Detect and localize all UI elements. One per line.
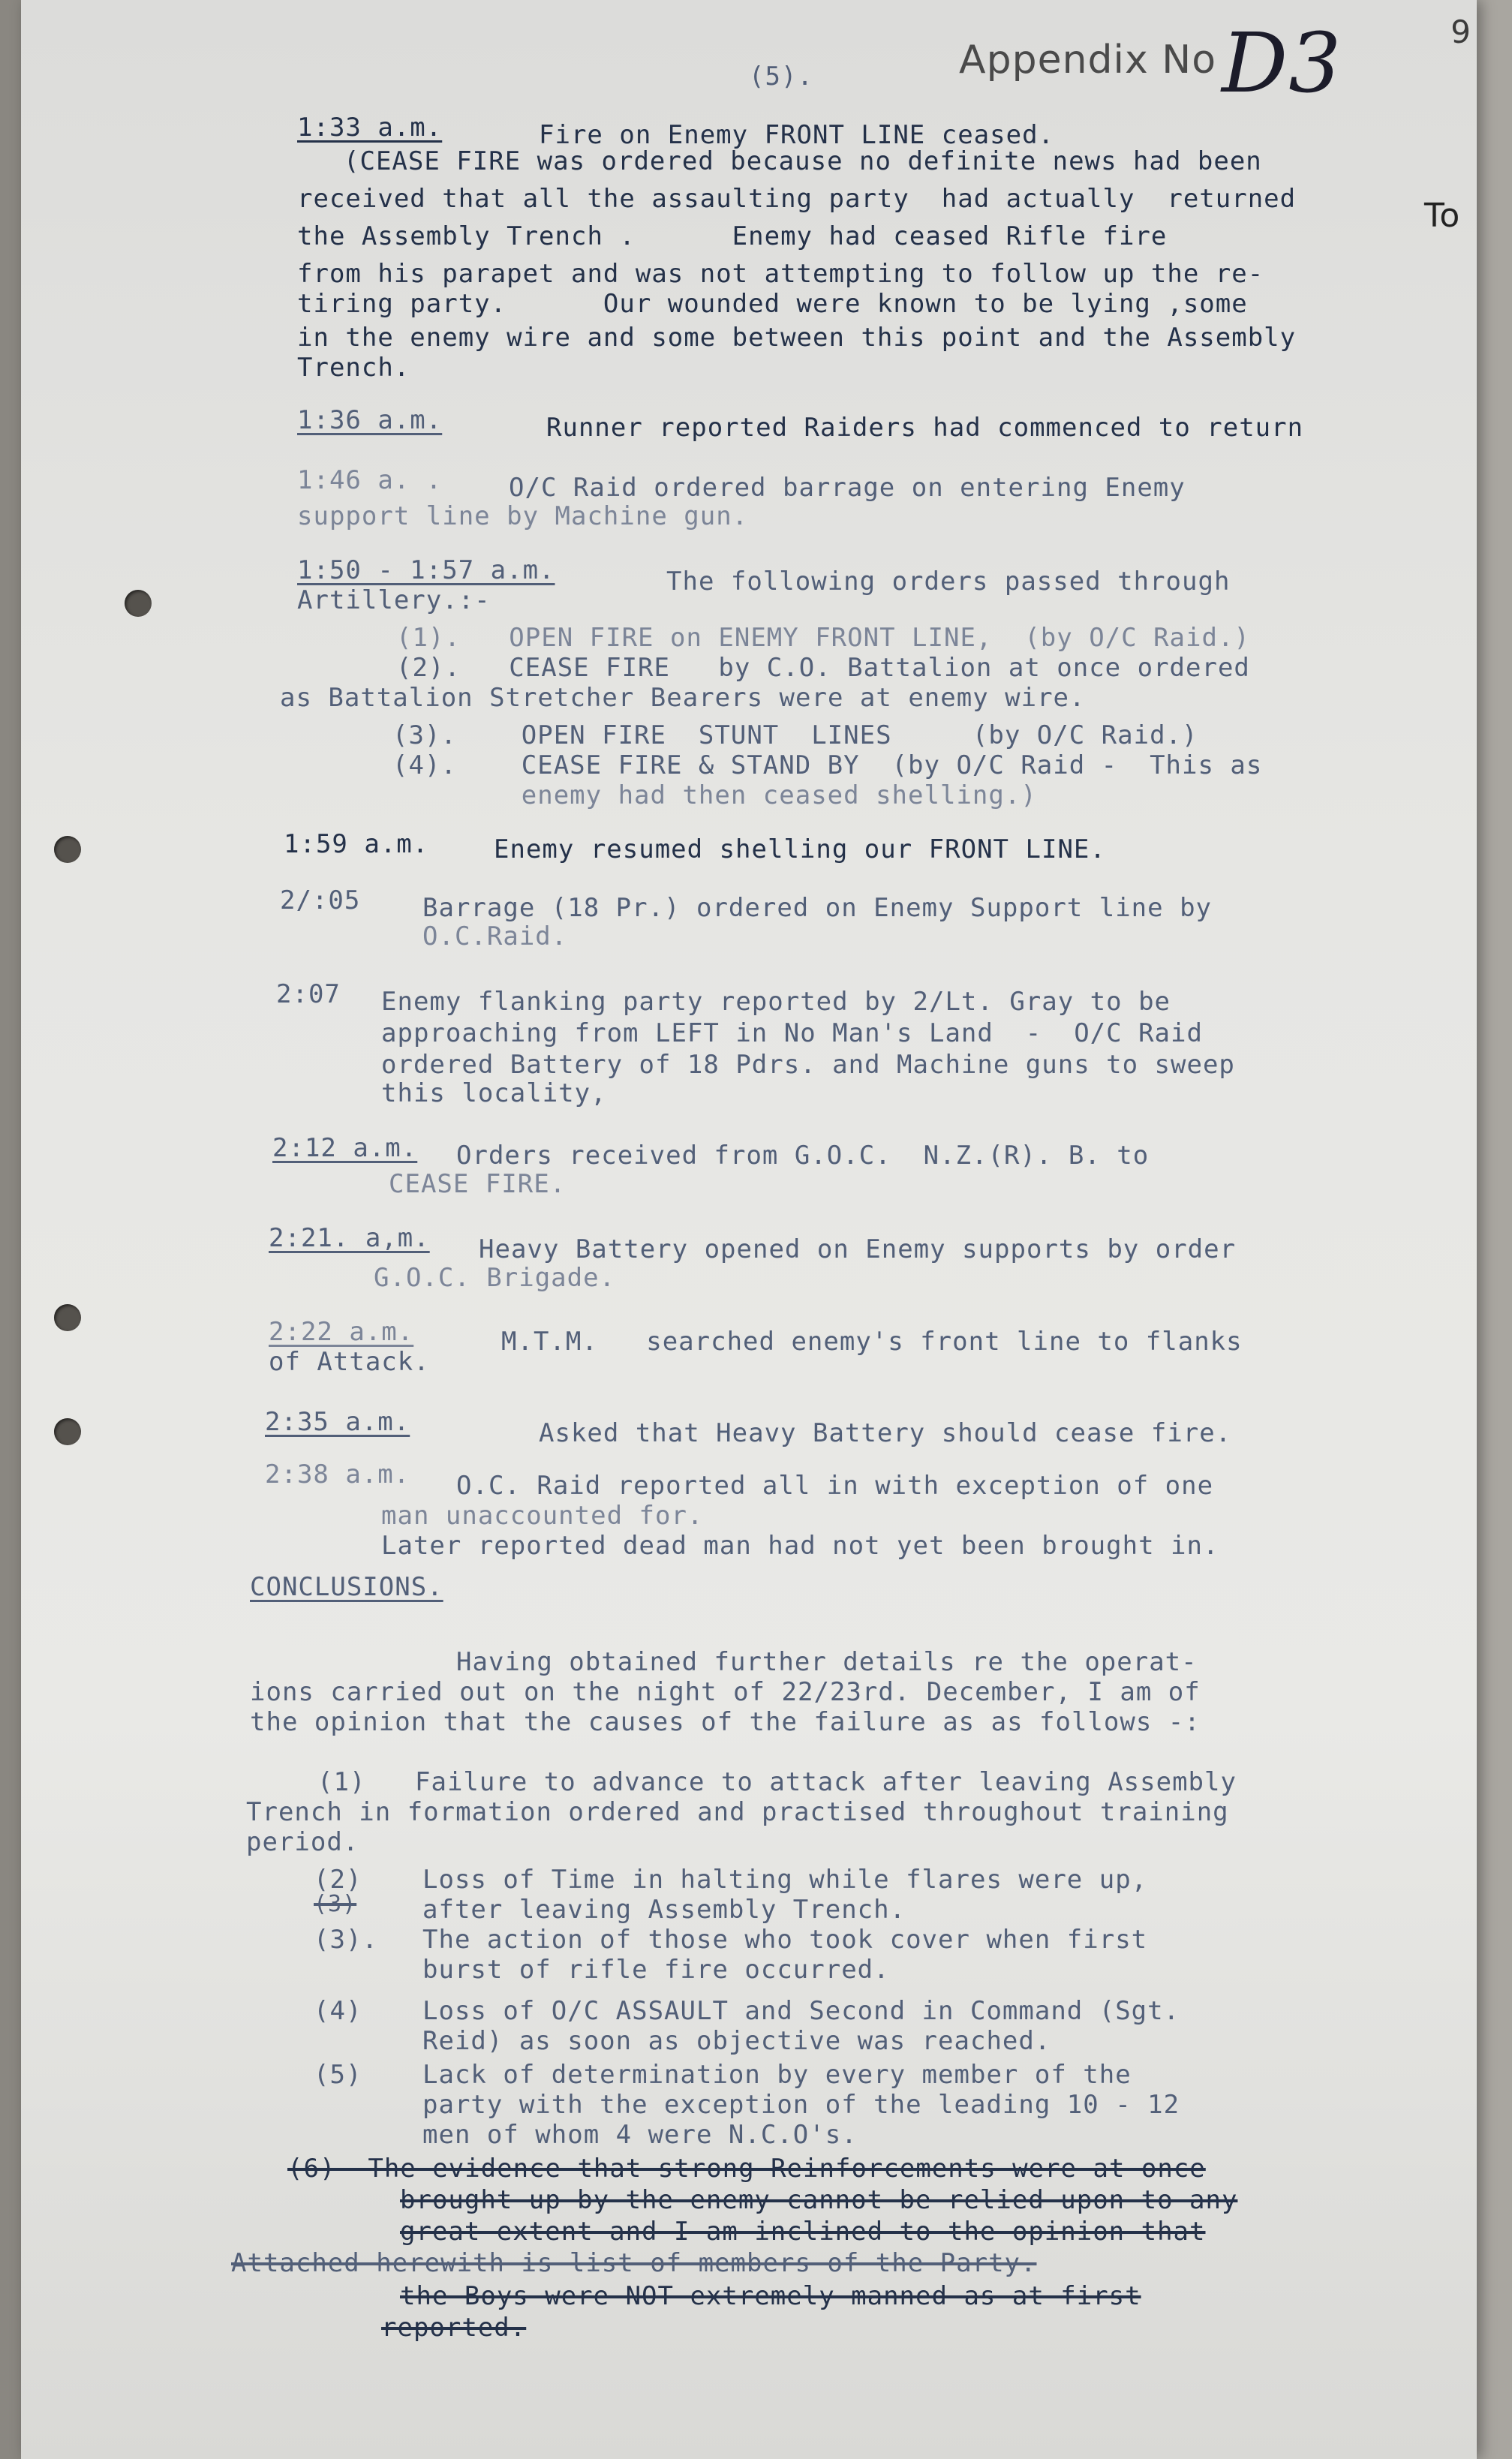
conclusions-intro: ions carried out on the night of 22/23rd. December, I am of — [250, 1677, 1201, 1707]
conclusion-text: Trench in formation ordered and practised throughout training — [246, 1797, 1229, 1827]
log-time: 2:12 a.m. — [272, 1133, 418, 1163]
document-page — [21, 0, 1477, 2459]
struck-text: reported. — [381, 2313, 527, 2343]
conclusion-text: burst of rifle fire occurred. — [422, 1955, 890, 1985]
log-text: Runner reported Raiders had commenced to return — [546, 413, 1304, 443]
struck-text: Attached herewith is list of members of the Party. — [231, 2248, 1037, 2278]
conclusion-text: Loss of Time in halting while flares were up, — [422, 1865, 1148, 1895]
log-text: enemy had then ceased shelling.) — [392, 780, 1037, 810]
conclusion-number: (4) — [314, 1996, 362, 2026]
log-text: O.C.Raid. — [422, 921, 568, 951]
punch-hole — [125, 590, 152, 617]
conclusion-text: Failure to advance to attack after leaving Assembly — [415, 1767, 1237, 1797]
log-text: this locality, — [381, 1078, 607, 1108]
log-text: Fire on Enemy FRONT LINE ceased. — [539, 120, 1055, 150]
conclusion-text: Loss of O/C ASSAULT and Second in Command (Sgt. — [422, 1996, 1180, 2026]
log-text: man unaccounted for. — [381, 1501, 704, 1531]
punch-hole — [54, 1304, 81, 1331]
appendix-number: D3 — [1222, 15, 1342, 111]
conclusion-text: period. — [246, 1827, 359, 1857]
log-text: in the enemy wire and some between this point and the Assembly — [297, 323, 1297, 353]
conclusion-text: after leaving Assembly Trench. — [422, 1895, 906, 1925]
log-text: O.C. Raid reported all in with exception of one — [456, 1471, 1214, 1501]
conclusion-text: The action of those who took cover when first — [422, 1925, 1148, 1955]
appendix-label: Appendix No — [959, 38, 1217, 83]
conclusion-number: (5) — [314, 2060, 362, 2090]
log-text: as Battalion Stretcher Bearers were at enemy wire. — [280, 683, 1086, 713]
log-text: tiring party. Our wounded were known to be lying ,some — [297, 289, 1248, 319]
conclusion-number: (3). — [314, 1925, 378, 1955]
page-marker: (5). — [749, 62, 813, 92]
struck-text: great extent and I am inclined to the opinion that — [400, 2217, 1206, 2247]
log-text: approaching from LEFT in No Man's Land - O/C Raid — [381, 1018, 1203, 1048]
log-text: (2). CEASE FIRE by C.O. Battalion at once ordered — [396, 653, 1250, 683]
log-text: Enemy flanking party reported by 2/Lt. Gray to be — [381, 987, 1171, 1017]
conclusions-intro: Having obtained further details re the operat- — [456, 1647, 1198, 1677]
log-text: (CEASE FIRE was ordered because no definite news had been — [344, 146, 1262, 176]
log-text: Orders received from G.O.C. N.Z.(R). B. to — [456, 1141, 1150, 1171]
log-time: 2:07 — [276, 979, 341, 1009]
log-time: 2:21. a,m. — [269, 1223, 430, 1253]
log-time: 1:33 a.m. — [297, 113, 443, 143]
conclusion-text: Reid) as soon as objective was reached. — [422, 2026, 1051, 2056]
log-text: M.T.M. searched enemy's front line to flanks — [501, 1327, 1243, 1357]
log-text: (1). OPEN FIRE on ENEMY FRONT LINE, (by O/C Raid.) — [396, 623, 1250, 653]
log-text: support line by Machine gun. — [297, 501, 749, 531]
background-edge-left — [0, 0, 21, 2459]
log-text: of Attack. — [269, 1347, 430, 1377]
log-time: 2:38 a.m. — [265, 1459, 410, 1490]
log-text: the Assembly Trench . Enemy had ceased Rifle fire — [297, 221, 1168, 251]
log-text: (4). CEASE FIRE & STAND BY (by O/C Raid - This as — [392, 750, 1263, 780]
log-text: O/C Raid ordered barrage on entering Enemy — [509, 473, 1186, 503]
log-text: Trench. — [297, 353, 410, 383]
log-text: G.O.C. Brigade. — [374, 1263, 616, 1293]
conclusion-text: Lack of determination by every member of the — [422, 2060, 1132, 2090]
struck-text: the Boys were NOT extremely manned as at first — [400, 2281, 1141, 2311]
log-time: 2:22 a.m. — [269, 1317, 414, 1347]
background-edge-right — [1477, 0, 1512, 2459]
punch-hole — [54, 1418, 81, 1445]
log-text: The following orders passed through — [666, 567, 1231, 597]
log-time: 1:46 a. . — [297, 465, 443, 495]
conclusion-number: (2) — [314, 1865, 362, 1895]
conclusion-number: (1) — [317, 1767, 366, 1797]
log-text: (3). OPEN FIRE STUNT LINES (by O/C Raid.) — [392, 720, 1198, 750]
punch-hole — [54, 836, 81, 863]
conclusions-intro: the opinion that the causes of the failure as as follows -: — [250, 1707, 1201, 1737]
log-time: 2:35 a.m. — [265, 1407, 410, 1437]
log-text: Barrage (18 Pr.) ordered on Enemy Support line by — [422, 893, 1213, 923]
log-text: Artillery.:- — [297, 585, 491, 615]
conclusion-text: party with the exception of the leading 10 - 12 — [422, 2090, 1180, 2120]
log-text: Enemy resumed shelling our FRONT LINE. — [494, 834, 1106, 864]
handwritten-insert: To — [1424, 197, 1461, 235]
log-text: Later reported dead man had not yet been brought in. — [381, 1531, 1219, 1561]
log-text: ordered Battery of 18 Pdrs. and Machine guns to sweep — [381, 1050, 1235, 1080]
log-time: 2/:05 — [280, 885, 361, 915]
sheet-number: 9 — [1450, 14, 1471, 50]
struck-text: brought up by the enemy cannot be relied upon to any — [400, 2185, 1238, 2215]
log-time: 1:50 - 1:57 a.m. — [297, 555, 555, 585]
log-text: received that all the assaulting party had actually returned — [297, 184, 1297, 214]
log-text: Asked that Heavy Battery should cease fire. — [539, 1418, 1232, 1448]
conclusion-text: men of whom 4 were N.C.O's. — [422, 2120, 858, 2150]
log-time: 1:59 a.m. — [284, 829, 429, 859]
struck-text: (6) The evidence that strong Reinforcements were at once — [287, 2154, 1206, 2184]
conclusions-heading: CONCLUSIONS. — [250, 1572, 443, 1602]
log-time: 1:36 a.m. — [297, 405, 443, 435]
log-text: from his parapet and was not attempting to follow up the re- — [297, 259, 1264, 289]
log-text: Heavy Battery opened on Enemy supports by order — [479, 1234, 1237, 1264]
conclusion-number-struck: (3) — [314, 1891, 357, 1917]
log-text: CEASE FIRE. — [389, 1169, 567, 1199]
